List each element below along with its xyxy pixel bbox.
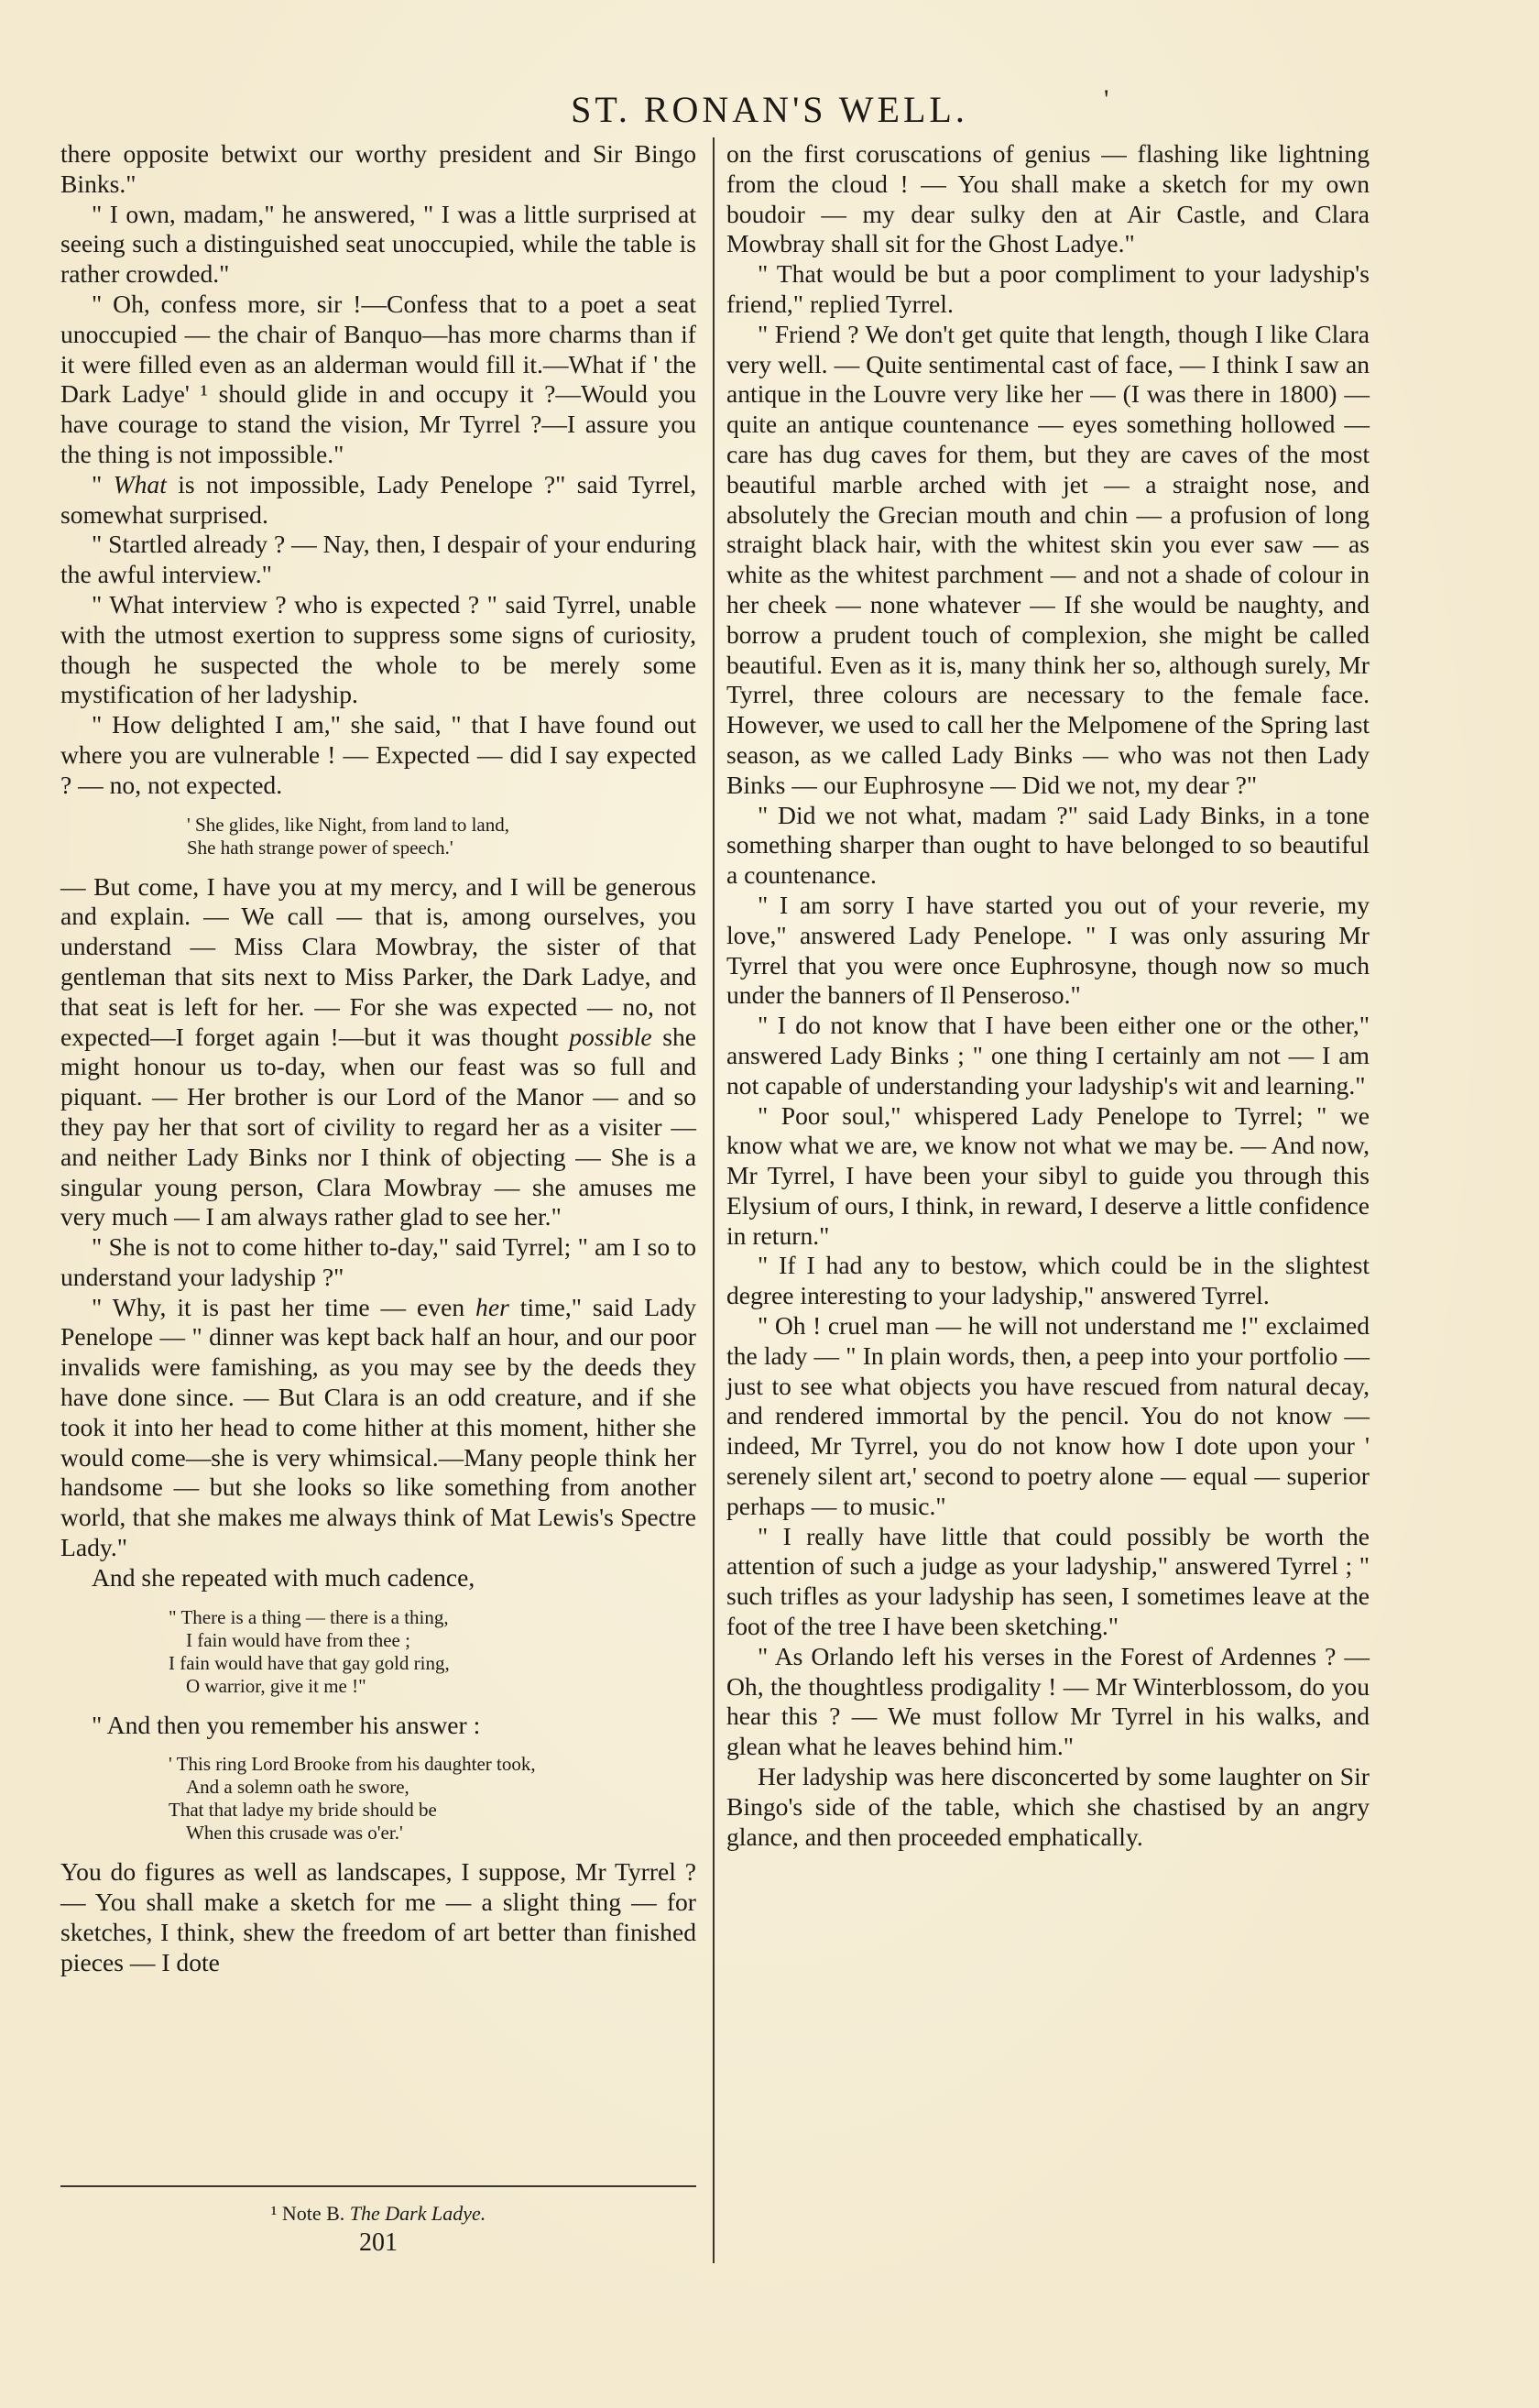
verse-line: She hath strange power of speech.' [187,836,453,859]
paragraph: " I do not know that I have been either one or the other," answered Lady Binks ; " one thing I certainly am not — I am not capable of understanding your ladyship's wit and learning." [726,1011,1370,1100]
header-mark: ' [1104,84,1113,115]
column-divider [713,137,715,2263]
footnote-label: ¹ Note B. [270,2202,350,2225]
paragraph: " I own, madam," he answered, " I was a little surprised at seeing such a distinguished seat unoccupied, while the table is rather crowded." [60,199,696,289]
left-column [60,139,696,1978]
paragraph: " I am sorry I have started you out of your reverie, my love," answered Lady Penelope. " I was only assuring Mr Tyrrel that you were once Euphrosyne, though now so much under the banners of Il Penseroso." [726,890,1370,1010]
emphasis: possible [569,1022,652,1051]
emphasis: her [475,1292,509,1321]
paragraph: " What interview ? who is expected ? " said Tyrrel, unable with the utmost exertion to suppress some signs of curiosity, though he suspected the whole to be merely some mystification of her ladyship. [60,589,696,709]
running-title: ST. RONAN'S WELL. [571,89,968,130]
verse-quote [60,1606,696,1698]
paragraph: " Startled already ? — Nay, then, I despair of your enduring the awful interview." [60,530,697,589]
running-header [0,84,1539,131]
text-run: " [92,469,114,498]
paragraph: " Did we not what, madam ?" said Lady Binks, in a tone something sharper than ought to have belonged to so beautiful a countenance. [726,800,1370,890]
page-number: 201 [359,2228,398,2257]
right-column [726,139,1370,1852]
paragraph: " I really have little that could possibly be worth the attention of such a judge as your ladyship," answered Tyrrel ; " such trifles as your ladyship has seen, I sometimes leave at the foot of the tree I have been sketching." [726,1521,1370,1641]
paragraph: " Friend ? We don't get quite that length, though I like Clara very well. — Quite sentimental cast of face, — I think I saw an antique in the Louvre very like her — (I was there in 1800) — quite an antique countenance — eyes something hollowed — care has dug caves for them, but they are caves of the most beautiful marble arched with jet — a straight nose, and absolutely the Grecian mouth and chin — a profusion of long straight black hair, with the whitest skin you ever saw — as white as the whitest parchment — and not a shade of colour in her cheek — none whatever — If she would be naughty, and borrow a prudent touch of complexion, she might be called beautiful. Even as it is, many think her so, although surely, Mr Tyrrel, three colours are necessary to the female face. However, we used to call her the Melpomene of the Spring last season, as we called Lady Binks — who was not then Lady Binks — our Euphrosyne — Did we not, my dear ?" [726,319,1370,799]
paragraph: You do figures as well as landscapes, I suppose, Mr Tyrrel ? — You shall make a sketch for me — a slight thing — for sketches, I think, shew the freedom of art better than finished pieces — I dote [60,1857,696,1976]
verse-line: ' She glides, like Night, from land to land, [187,813,509,836]
paragraph: " She is not to come hither to-day," said Tyrrel; " am I so to understand your ladyship ?" [60,1232,696,1291]
paragraph: there opposite betwixt our worthy president and Sir Bingo Binks." [60,139,696,198]
paragraph: And she repeated with much cadence, [92,1562,475,1592]
paragraph: " And then you remember his answer : [92,1710,481,1739]
paragraph: " That would be but a poor compliment to your ladyship's friend," replied Tyrrel. [726,259,1370,318]
paragraph: " As Orlando left his verses in the Forest of Ardennes ? — Oh, the thoughtless prodigality ! — Mr Winterblossom, do you hear this ? — We must follow Mr Tyrrel in his walks, and glean what he leaves behind him." [726,1641,1370,1761]
verse-line: And a solemn oath he swore, [186,1776,409,1799]
footnote [60,2202,696,2226]
paragraph [60,872,696,1233]
paragraph: Her ladyship was here disconcerted by some laughter on Sir Bingo's side of the table, which she chastised by an angry glance, and then proceeded emphatically. [726,1762,1370,1851]
footnote-title: The Dark Ladye. [349,2202,486,2225]
text-run: time," said Lady Penelope — " dinner was kept back half an hour, and our poor invalids were famishing, as you may see by the deeds they have done since. — But Clara is an odd creature, and if she took it into her head to come hither at this moment, hither she would come—she is very whimsical.—Many people think her handsome — but she looks so like something from another world, that she makes me always think of Mat Lewis's Spectre Lady." [60,1292,696,1562]
verse-line: That that ladye my bride should be [169,1799,437,1822]
verse-line: When this crusade was o'er.' [186,1822,403,1844]
verse-line: O warrior, give it me !" [186,1674,366,1697]
verse-line: ' This ring Lord Brooke from his daughter took, [169,1753,536,1776]
text-run: she might honour us to-day, when our feast was so full and piquant. — Her brother is our Lord of the Manor — and so they pay her that sort of civility to regard her as a visiter — and neither Lady Binks nor I think of objecting — She is a singular young person, Clara Mowbray — she amuses me very much — I am always rather glad to see her." [60,1022,696,1231]
text-run: is not impossible, Lady Penelope ?" said Tyrrel, somewhat surprised. [60,469,696,529]
paragraph: " Oh ! cruel man — he will not understand me !" exclaimed the lady — " In plain words, then, a peep into your portfolio — just to see what objects you have rescued from natural decay, and rendered immortal by the pencil. You do not know — indeed, Mr Tyrrel, you do not know how I dote upon your ' serenely silent art,' second to poetry alone — equal — superior perhaps — to music." [726,1311,1370,1520]
verse-quote [60,814,696,859]
verse-quote [60,1753,696,1844]
verse-line: I fain would have from thee ; [186,1628,410,1651]
paragraph [60,1293,696,1563]
verse-line: I fain would have that gay gold ring, [169,1651,450,1674]
paragraph: on the first coruscations of genius — flashing like lightning from the cloud ! — You shall make a sketch for my own boudoir — my dear sulky den at Air Castle, and Clara Mowbray shall sit for the Ghost Ladye." [726,139,1370,258]
text-run: " Why, it is past her time — even [92,1292,476,1321]
emphasis: What [113,469,167,498]
paragraph: " Poor soul," whispered Lady Penelope to Tyrrel; " we know what we are, we know not what we may be. — And now, Mr Tyrrel, I have been your sibyl to guide you through this Elysium of ours, I think, in reward, I deserve a little confidence in return." [726,1100,1370,1250]
paragraph: " Oh, confess more, sir !—Confess that to a poet a seat unoccupied — the chair of Banquo—has more charms than if it were filled even as an alderman would fill it.—What if ' the Dark Ladye' ¹ should glide in and occupy it ?—Would you have courage to stand the vision, Mr Tyrrel ?—I assure you the thing is not impossible." [60,289,696,468]
text-run: — But come, I have you at my mercy, and I will be generous and explain. — We call — that is, among ourselves, you understand — Miss Clara Mowbray, the sister of that gentleman that sits next to Miss Parker, the Dark Ladye, and that seat is left for her. — For she was expected — no, not expected—I forget again !—but it was thought [60,871,696,1051]
paragraph [60,470,696,531]
verse-line: " There is a thing — there is a thing, [169,1605,449,1628]
footnote-rule [60,2185,696,2187]
paragraph: " If I had any to bestow, which could be in the slightest degree interesting to your ladyship," answered Tyrrel. [726,1251,1370,1310]
paragraph: " How delighted I am," she said, " that I have found out where you are vulnerable ! — Expected — did I say expected ? — no, not expected. [60,710,696,799]
